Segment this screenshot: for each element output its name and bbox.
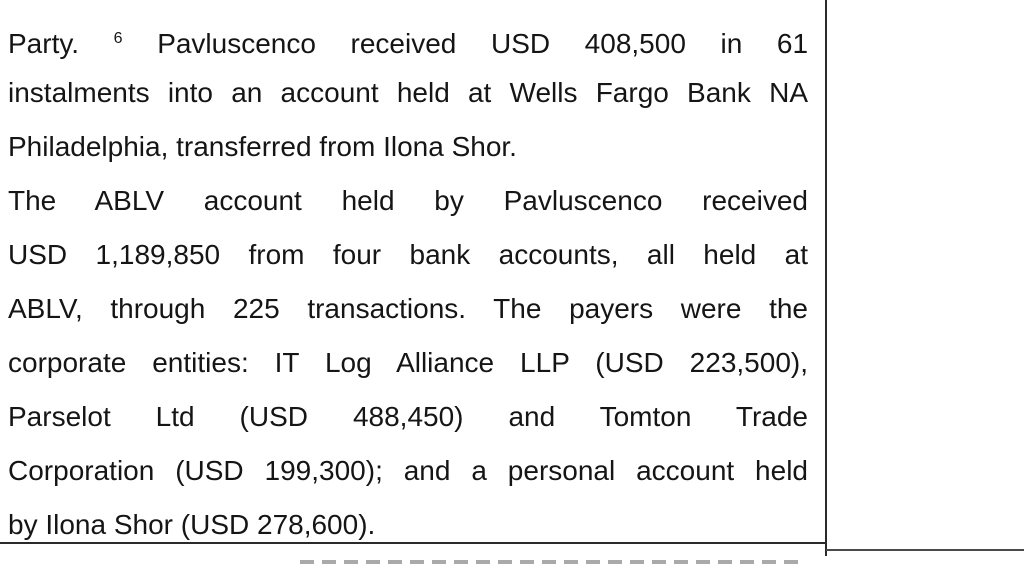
- text-line: corporate entities: IT Log Alliance LLP (USD 223,500),: [8, 347, 808, 378]
- text-line: The ABLV account held by Pavluscenco received: [8, 185, 808, 216]
- cut-off-next-line: [0, 556, 820, 576]
- cut-off-text-fragment: [300, 560, 800, 564]
- line-text: Pavluscenco received USD 408,500 in 61: [157, 28, 809, 59]
- line-prefix: Party.: [8, 28, 80, 59]
- text-line: ABLV, through 225 transactions. The payers were the: [8, 293, 808, 324]
- document-text-block: [8, 12, 808, 552]
- text-line: by Ilona Shor (USD 278,600).: [8, 509, 376, 540]
- text-line: USD 1,189,850 from four bank accounts, all held at: [8, 239, 808, 270]
- text-line: instalments into an account held at Wells Fargo Bank NA: [8, 77, 808, 108]
- table-column-divider: [825, 0, 827, 556]
- text-line: Corporation (USD 199,300); and a personal account held: [8, 455, 808, 486]
- text-line: Parselot Ltd (USD 488,450) and Tomton Trade: [8, 401, 808, 432]
- text-line: Philadelphia, transferred from Ilona Shor.: [8, 131, 517, 162]
- table-row-divider-right: [826, 549, 1024, 551]
- footnote-marker[interactable]: 6: [113, 30, 123, 47]
- text-line: [8, 12, 808, 66]
